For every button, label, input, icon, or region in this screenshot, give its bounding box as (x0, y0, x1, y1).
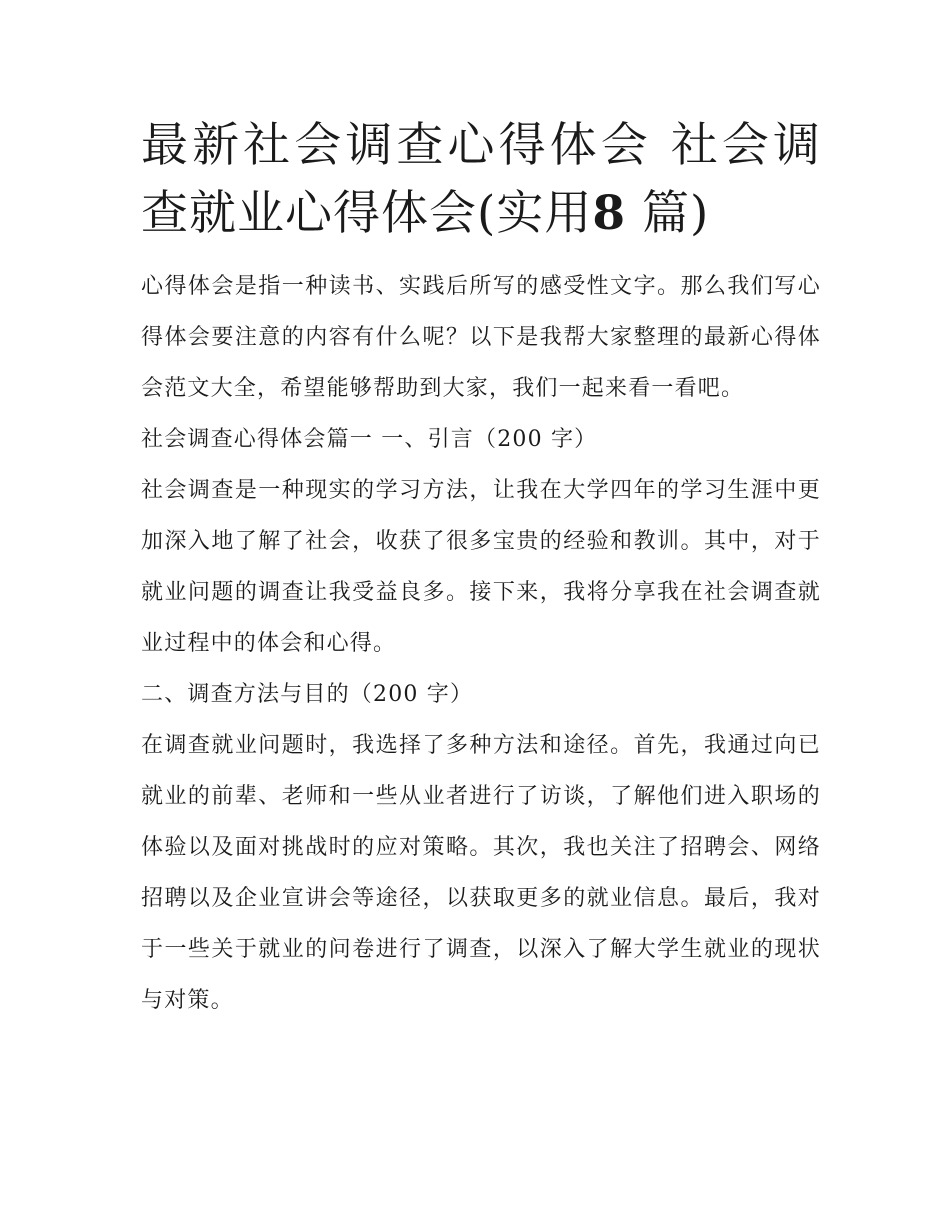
body-paragraph-2: 在调查就业问题时，我选择了多种方法和途径。首先，我通过向已就业的前辈、老师和一些从业者进行了访谈，了解他们进入职场的体验以及面对挑战时的应对策略。其次，我也关注了招聘会、网络招聘以及企业宣讲会等途径，以获取更多的就业信息。最后，我对于一些关于就业的问卷进行了调查，以深入了解大学生就业的现状与对策。 (141, 733, 821, 1013)
section-heading-2: 二、调查方法与目的（200 字） (141, 682, 474, 707)
document-body (141, 261, 821, 1026)
title-number: 8 (592, 186, 627, 241)
section-heading-1: 社会调查心得体会篇一 一、引言（200 字） (141, 427, 598, 452)
intro-paragraph: 心得体会是指一种读书、实践后所写的感受性文字。那么我们写心得体会要注意的内容有什么呢？以下是我帮大家整理的最新心得体会范文大全，希望能够帮助到大家，我们一起来看一看吧。 (141, 274, 821, 401)
document-page (141, 112, 821, 1026)
title-text: 最新社会调查心得体会 社会调查就业心得体会(实用 (141, 118, 821, 241)
body-paragraph-1: 社会调查是一种现实的学习方法，让我在大学四年的学习生涯中更加深入地了解了社会，收获了很多宝贵的经验和教训。其中，对于就业问题的调查让我受益良多。接下来，我将分享我在社会调查就业过程中的体会和心得。 (141, 478, 821, 656)
title-suffix: 篇) (626, 186, 710, 241)
document-title (141, 112, 821, 248)
